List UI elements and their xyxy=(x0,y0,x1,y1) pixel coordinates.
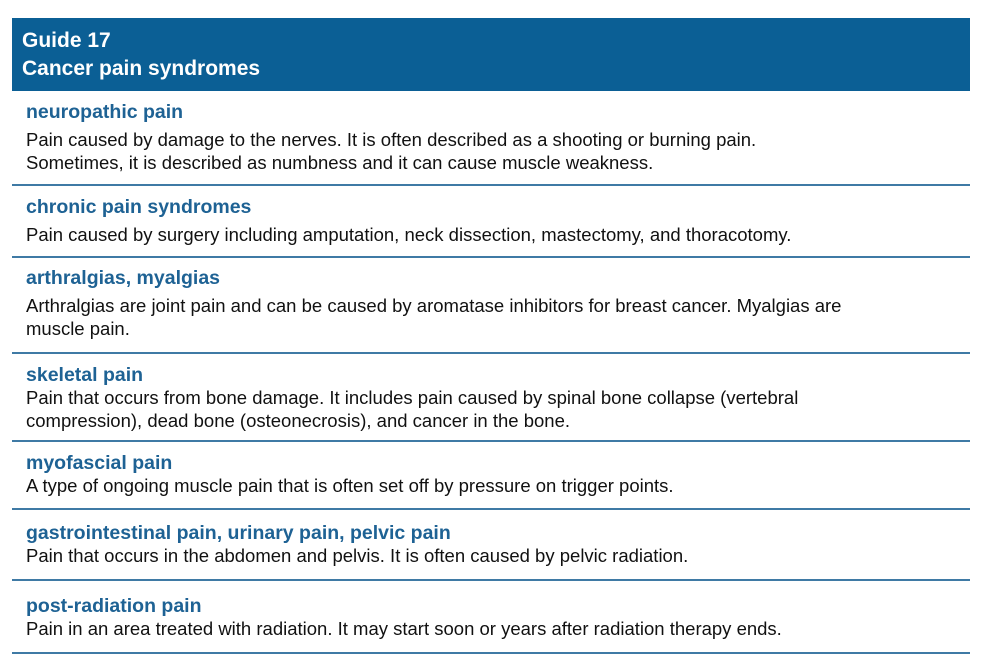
entry-definition xyxy=(26,128,970,174)
entry-term: chronic pain syndromes xyxy=(26,196,252,218)
entry-term: gastrointestinal pain, urinary pain, pelvic pain xyxy=(26,522,451,544)
entry-definition xyxy=(26,544,970,567)
entry-term: arthralgias, myalgias xyxy=(26,267,221,289)
entry-skeletal-pain xyxy=(12,354,970,442)
entry-post-radiation-pain xyxy=(12,581,970,654)
entry-definition xyxy=(26,223,970,246)
definition-line: Pain caused by surgery including amputation, neck dissection, mastectomy, and thoracotomy. xyxy=(26,224,792,245)
definition-line: Pain caused by damage to the nerves. It is often described as a shooting or burning pain. xyxy=(26,129,757,150)
guide-header xyxy=(12,18,970,91)
entry-chronic-pain-syndromes xyxy=(12,186,970,258)
definition-line: muscle pain. xyxy=(26,318,130,339)
definition-line: Pain in an area treated with radiation. It may start soon or years after radiation therapy ends. xyxy=(26,618,782,639)
definition-line: A type of ongoing muscle pain that is often set off by pressure on trigger points. xyxy=(26,475,674,496)
entry-definition xyxy=(26,386,970,432)
entry-term: post-radiation pain xyxy=(26,595,202,617)
entry-definition xyxy=(26,294,970,340)
entry-arthralgias-myalgias xyxy=(12,258,970,354)
entry-myofascial-pain xyxy=(12,442,970,510)
definition-line: Pain that occurs from bone damage. It includes pain caused by spinal bone collapse (vertebral xyxy=(26,387,799,408)
guide-title: Cancer pain syndromes xyxy=(22,57,261,80)
entry-term: neuropathic pain xyxy=(26,101,184,123)
entry-neuropathic-pain xyxy=(12,91,970,186)
guide-table xyxy=(12,18,970,654)
definition-line: compression), dead bone (osteonecrosis), and cancer in the bone. xyxy=(26,410,571,431)
entry-term: skeletal pain xyxy=(26,364,144,386)
entry-definition xyxy=(26,474,970,497)
definition-line: Sometimes, it is described as numbness and it can cause muscle weakness. xyxy=(26,152,654,173)
entry-term: myofascial pain xyxy=(26,452,173,474)
entry-gastrointestinal-urinary-pelvic-pain xyxy=(12,510,970,581)
definition-line: Arthralgias are joint pain and can be caused by aromatase inhibitors for breast cancer. Myalgias are xyxy=(26,295,842,316)
guide-number: Guide 17 xyxy=(22,29,111,52)
definition-line: Pain that occurs in the abdomen and pelvis. It is often caused by pelvic radiation. xyxy=(26,545,689,566)
entry-definition xyxy=(26,617,970,640)
